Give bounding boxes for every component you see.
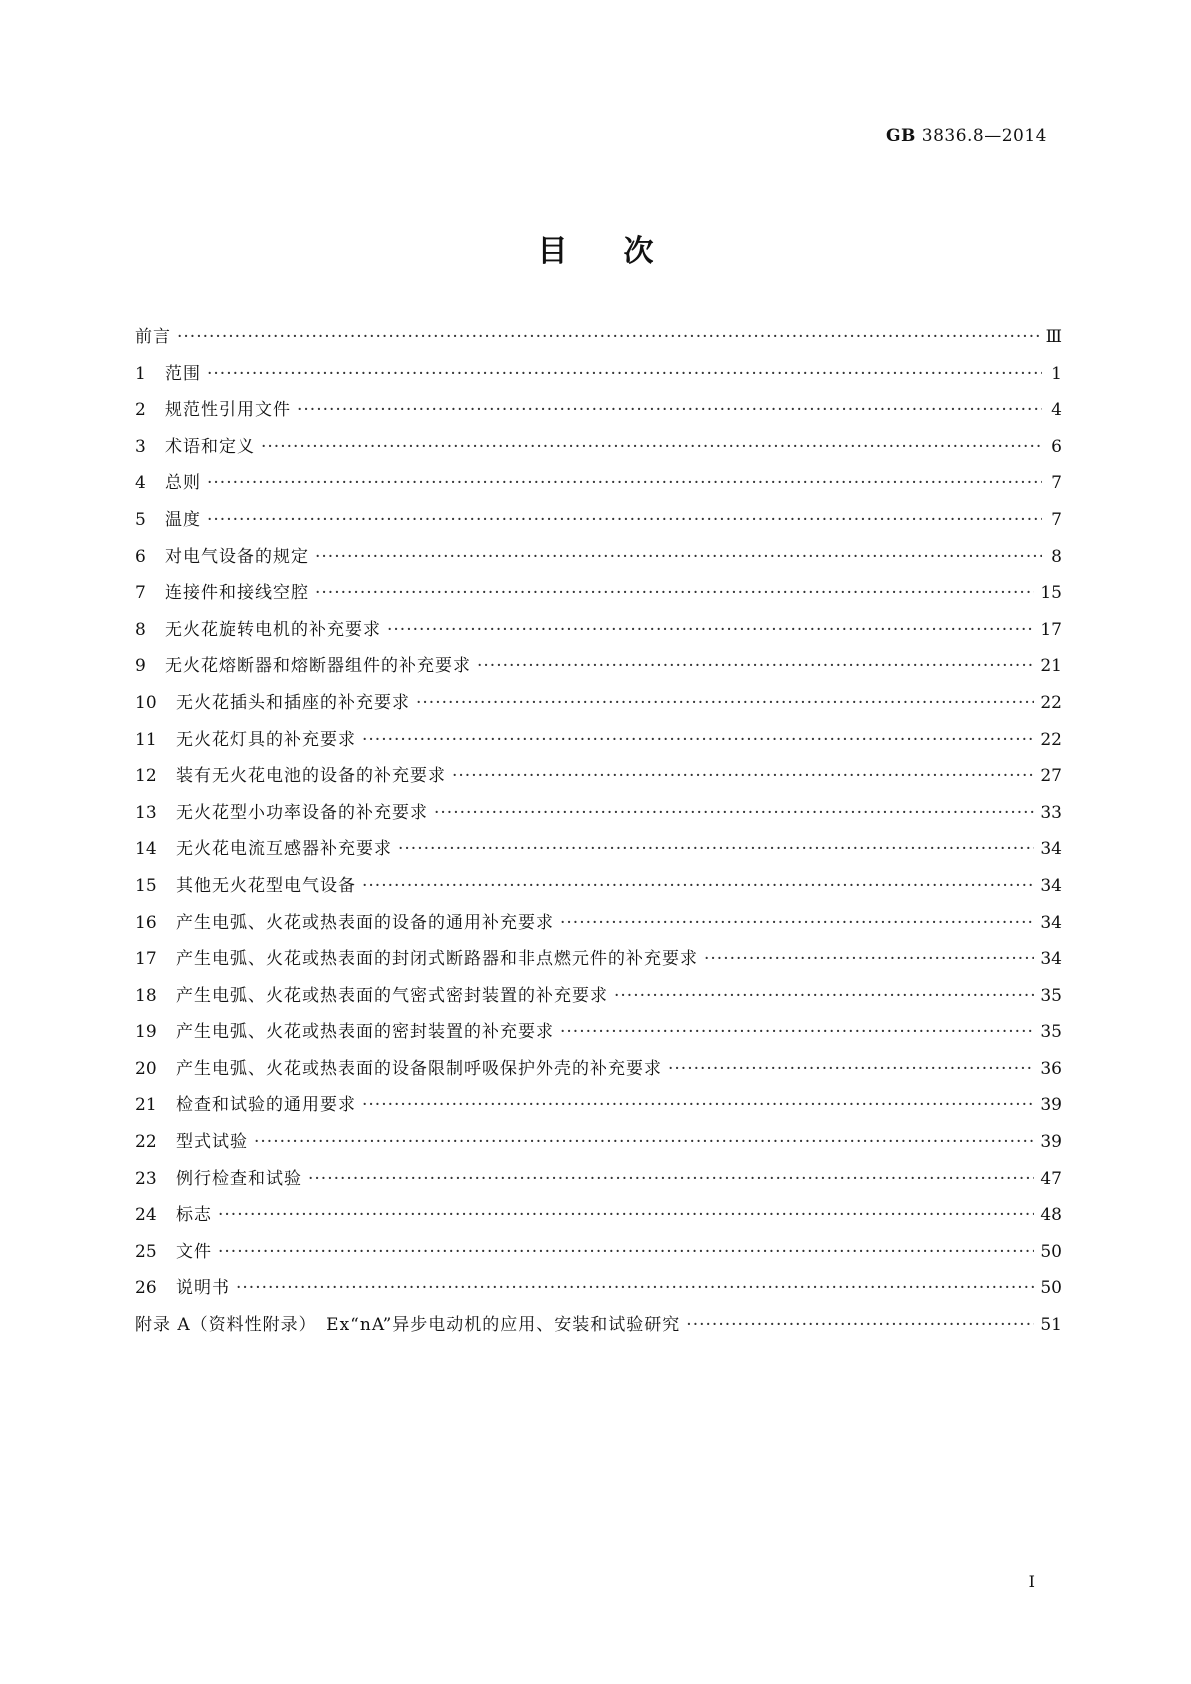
toc-leader-dots (207, 363, 1042, 385)
toc-entry[interactable] (135, 802, 1062, 839)
toc-entry-number: 17 (135, 949, 157, 970)
toc-entry-label: 其他无火花型电气设备 (176, 875, 356, 896)
toc-entry-page: 22 (1040, 692, 1062, 713)
toc-entry-label: 总则 (165, 473, 201, 494)
toc-entry-number: 16 (135, 912, 157, 933)
toc-entry[interactable] (135, 1314, 1062, 1351)
toc-leader-dots (387, 619, 1034, 641)
toc-entry-page: 27 (1040, 766, 1062, 787)
toc-entry-label: 例行检查和试验 (176, 1168, 302, 1189)
toc-leader-dots (297, 399, 1042, 421)
toc-entry-label: 连接件和接线空腔 (165, 583, 309, 604)
toc-leader-dots (254, 1131, 1034, 1153)
toc-entry[interactable] (135, 1204, 1062, 1241)
page-number: I (1028, 1572, 1035, 1591)
toc-entry[interactable] (135, 1021, 1062, 1058)
toc-entry-page: 1 (1051, 363, 1062, 384)
toc-entry-number: 14 (135, 839, 157, 860)
toc-entry-number: 8 (135, 619, 146, 640)
toc-entry[interactable] (135, 399, 1062, 436)
toc-leader-dots (614, 985, 1034, 1007)
toc-leader-dots (236, 1277, 1034, 1299)
toc-entry-number: 13 (135, 802, 157, 823)
page-title: 目次 (537, 234, 710, 269)
toc-entry-page: 36 (1040, 1058, 1062, 1079)
toc-entry-page: 35 (1040, 985, 1062, 1006)
toc-entry-number: 25 (135, 1241, 157, 1262)
toc-entry-label: 产生电弧、火花或热表面的设备限制呼吸保护外壳的补充要求 (176, 1058, 662, 1079)
toc-entry-label: 说明书 (176, 1278, 230, 1299)
toc-leader-dots (362, 1094, 1034, 1116)
toc-entry-page: 33 (1040, 802, 1062, 823)
toc-entry-page: 47 (1040, 1168, 1062, 1189)
toc-entry[interactable] (135, 326, 1062, 363)
toc-entry[interactable] (135, 619, 1062, 656)
toc-entry[interactable] (135, 692, 1062, 729)
toc-entry-number: 9 (135, 656, 146, 677)
toc-entry-number: 12 (135, 766, 157, 787)
toc-entry-page: 7 (1051, 473, 1062, 494)
toc-entry[interactable] (135, 472, 1062, 509)
toc-entry-label: 无火花型小功率设备的补充要求 (176, 802, 428, 823)
toc-entry[interactable] (135, 912, 1062, 949)
toc-leader-dots (218, 1241, 1034, 1263)
toc-entry-number: 15 (135, 875, 157, 896)
toc-entry-page: 7 (1051, 509, 1062, 530)
toc-entry[interactable] (135, 1131, 1062, 1168)
toc-leader-dots (218, 1204, 1034, 1226)
toc-entry-number: 6 (135, 546, 146, 567)
toc-leader-dots (207, 472, 1042, 494)
table-of-contents (135, 326, 1062, 1351)
toc-entry-number: 23 (135, 1168, 157, 1189)
toc-entry-number: 11 (135, 729, 157, 750)
toc-entry[interactable] (135, 1241, 1062, 1278)
toc-entry[interactable] (135, 655, 1062, 692)
toc-entry-number: 10 (135, 692, 157, 713)
toc-entry[interactable] (135, 436, 1062, 473)
toc-entry-label: 装有无火花电池的设备的补充要求 (176, 766, 446, 787)
toc-entry-number: 26 (135, 1278, 157, 1299)
toc-entry-label: 规范性引用文件 (165, 400, 291, 421)
toc-leader-dots (416, 692, 1034, 714)
toc-entry-label: 产生电弧、火花或热表面的封闭式断路器和非点燃元件的补充要求 (176, 949, 698, 970)
toc-entry-page: 34 (1040, 839, 1062, 860)
toc-entry-label: 温度 (165, 509, 201, 530)
toc-entry-label: 无火花旋转电机的补充要求 (165, 619, 381, 640)
standard-code (886, 126, 1047, 146)
toc-entry[interactable] (135, 582, 1062, 619)
toc-entry-page: 4 (1051, 400, 1062, 421)
toc-entry-page: 48 (1040, 1205, 1062, 1226)
toc-entry-page: 8 (1051, 546, 1062, 567)
toc-leader-dots (452, 765, 1034, 787)
toc-entry-number: 19 (135, 1022, 157, 1043)
toc-entry-page: 34 (1040, 875, 1062, 896)
toc-entry-label: 无火花插头和插座的补充要求 (176, 692, 410, 713)
toc-entry-page: 39 (1040, 1132, 1062, 1153)
toc-entry-page: 35 (1040, 1022, 1062, 1043)
toc-leader-dots (315, 546, 1042, 568)
toc-entry-number: 3 (135, 436, 146, 457)
toc-leader-dots (560, 1021, 1034, 1043)
toc-entry-number: 5 (135, 509, 146, 530)
toc-entry-number: 7 (135, 583, 146, 604)
toc-entry[interactable] (135, 1094, 1062, 1131)
toc-leader-dots (308, 1168, 1034, 1190)
toc-entry-label: 范围 (165, 363, 201, 384)
toc-leader-dots (686, 1314, 1034, 1336)
toc-entry-page: 15 (1040, 583, 1062, 604)
toc-leader-dots (362, 729, 1034, 751)
toc-leader-dots (477, 655, 1034, 677)
toc-entry-page: 34 (1040, 949, 1062, 970)
toc-leader-dots (362, 875, 1034, 897)
toc-entry-label: 无火花熔断器和熔断器组件的补充要求 (165, 656, 471, 677)
toc-entry-number: 24 (135, 1205, 157, 1226)
toc-entry-label: 产生电弧、火花或热表面的气密式密封装置的补充要求 (176, 985, 608, 1006)
toc-entry-label: 文件 (176, 1241, 212, 1262)
toc-entry-label: 前言 (135, 327, 171, 347)
toc-entry[interactable] (135, 363, 1062, 400)
toc-entry[interactable] (135, 1058, 1062, 1095)
toc-leader-dots (704, 948, 1034, 970)
toc-entry[interactable] (135, 948, 1062, 985)
toc-leader-dots (560, 912, 1034, 934)
toc-entry-label: 产生电弧、火花或热表面的设备的通用补充要求 (176, 912, 554, 933)
toc-entry[interactable] (135, 1277, 1062, 1314)
toc-entry[interactable] (135, 985, 1062, 1022)
toc-entry[interactable] (135, 765, 1062, 802)
toc-entry-page: 34 (1040, 912, 1062, 933)
toc-entry-page: 50 (1040, 1241, 1062, 1262)
toc-entry-number: 20 (135, 1058, 157, 1079)
toc-entry-label: 标志 (176, 1205, 212, 1226)
toc-entry-number: 22 (135, 1132, 157, 1153)
toc-entry-page: 21 (1040, 656, 1062, 677)
toc-leader-dots (177, 326, 1040, 348)
toc-leader-dots (207, 509, 1042, 531)
toc-entry-number: 2 (135, 400, 146, 421)
toc-leader-dots (398, 838, 1034, 860)
toc-entry-page: 6 (1051, 436, 1062, 457)
toc-leader-dots (668, 1058, 1034, 1080)
toc-entry-page: 17 (1040, 619, 1062, 640)
toc-entry-label: 产生电弧、火花或热表面的密封装置的补充要求 (176, 1022, 554, 1043)
toc-entry[interactable] (135, 546, 1062, 583)
toc-entry[interactable] (135, 729, 1062, 766)
toc-entry-page: Ⅲ (1045, 327, 1062, 347)
toc-entry-page: 22 (1040, 729, 1062, 750)
toc-entry-label: 无火花灯具的补充要求 (176, 729, 356, 750)
standard-number: 3836.8—2014 (921, 126, 1047, 146)
toc-entry-number: 21 (135, 1095, 157, 1116)
toc-entry-label: 术语和定义 (165, 436, 255, 457)
toc-entry-label: 检查和试验的通用要求 (176, 1095, 356, 1116)
toc-entry-label: 对电气设备的规定 (165, 546, 309, 567)
toc-entry-number: 4 (135, 473, 146, 494)
standard-prefix: GB (885, 126, 916, 146)
toc-entry[interactable] (135, 875, 1062, 912)
toc-entry-page: 39 (1040, 1095, 1062, 1116)
toc-entry-label: 无火花电流互感器补充要求 (176, 839, 392, 860)
toc-leader-dots (261, 436, 1042, 458)
toc-leader-dots (434, 802, 1034, 824)
toc-entry[interactable] (135, 509, 1062, 546)
toc-entry-page: 51 (1040, 1315, 1062, 1336)
toc-entry-number: 18 (135, 985, 157, 1006)
toc-entry-label: 附录 A（资料性附录） Ex“nA”异步电动机的应用、安装和试验研究 (135, 1315, 681, 1336)
toc-entry-label: 型式试验 (176, 1132, 248, 1153)
toc-entry[interactable] (135, 838, 1062, 875)
toc-leader-dots (315, 582, 1034, 604)
toc-entry-page: 50 (1040, 1278, 1062, 1299)
toc-entry[interactable] (135, 1168, 1062, 1205)
toc-entry-number: 1 (135, 363, 146, 384)
